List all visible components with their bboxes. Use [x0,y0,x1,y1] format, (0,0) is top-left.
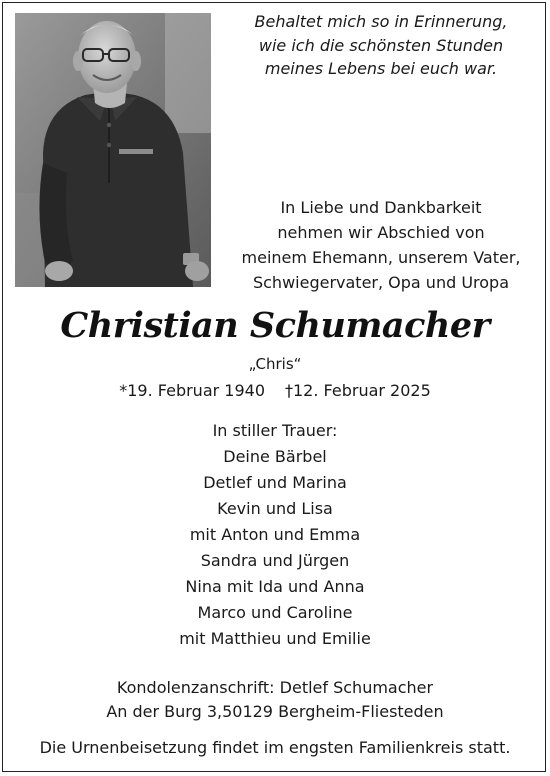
birth-date: *19. Februar 1940 [119,381,265,400]
quote-line: Behaltet mich so in Erinnerung, [254,12,508,31]
portrait-image [15,13,211,287]
mourner-entry: mit Matthieu und Emilie [179,629,371,648]
mourner-entry: Nina mit Ida und Anna [185,577,365,596]
farewell-line: In Liebe und Dankbarkeit [280,198,482,217]
mourners-heading: In stiller Trauer: [212,421,338,440]
life-dates [0,379,550,403]
portrait-photo [15,13,211,287]
mourner-entry: Sandra und Jürgen [200,551,350,570]
memorial-quote [222,10,540,81]
mourners-list [0,418,550,652]
mourner-entry: Deine Bärbel [223,447,327,466]
mourner-entry: mit Anton und Emma [189,525,361,544]
farewell-line: meinem Ehemann, unserem Vater, [241,248,521,267]
mourner-entry: Marco und Caroline [197,603,353,622]
quote-line: meines Lebens bei euch war. [264,59,498,78]
death-date: †12. Februar 2025 [285,381,431,400]
deceased-name: Christian Schumacher [60,305,490,346]
farewell-text [222,195,540,295]
condolence-street: An der Burg 3,50129 Bergheim-Fliesteden [106,702,444,721]
mourner-entry: Kevin und Lisa [217,499,333,518]
mourner-entry: Detlef und Marina [203,473,347,492]
quote-line: wie ich die schönsten Stunden [258,35,504,55]
farewell-line: Schwiegervater, Opa und Uropa [252,273,510,292]
farewell-line: nehmen wir Abschied von [277,223,485,242]
deceased-nickname: „Chris“ [248,355,302,373]
condolence-address [0,676,550,724]
condolence-contact: Kondolenzanschrift: Detlef Schumacher [116,678,434,697]
burial-note: Die Urnenbeisetzung findet im engsten Familienkreis statt. [39,738,511,757]
